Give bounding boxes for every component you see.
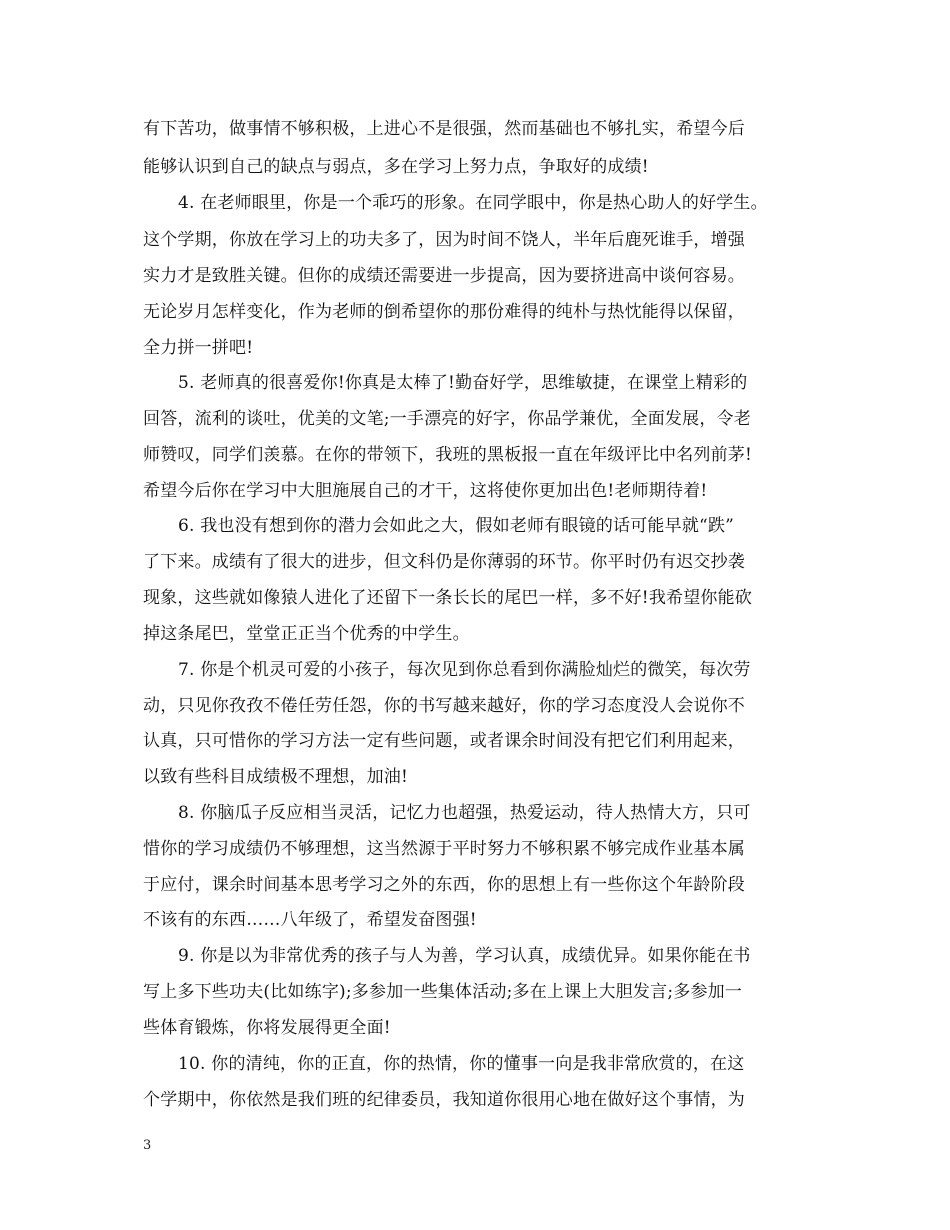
text-line: 师赞叹，同学们羡慕。在你的带领下，我班的黑板报一直在年级评比中名列前茅!: [143, 445, 753, 465]
paragraph-9-first-line: 9. 你是以为非常优秀的孩子与人为善，学习认真，成绩优异。如果你能在书: [178, 946, 751, 966]
text-line: 不该有的东西……八年级了，希望发奋图强!: [143, 910, 477, 930]
text-line: 现象，这些就如像猿人进化了还留下一条长长的尾巴一样，多不好!我希望你能砍: [143, 588, 753, 608]
text-line: 于应付，课余时间基本思考学习之外的东西，你的思想上有一些你这个年龄阶段: [143, 875, 745, 895]
text-line: 些体育锻炼，你将发展得更全面!: [143, 1018, 391, 1038]
page-number: 3: [143, 1138, 152, 1153]
text-line: 写上多下些功夫(比如练字);多参加一些集体活动;多在上课上大胆发言;多参加一: [143, 982, 743, 1002]
text-line: 能够认识到自己的缺点与弱点，多在学习上努力点，争取好的成绩!: [143, 157, 649, 177]
text-line: 有下苦功，做事情不够积极，上进心不是很强，然而基础也不够扎实，希望今后: [143, 119, 745, 139]
text-line: 希望今后你在学习中大胆施展自己的才干，这将使你更加出色!老师期待着!: [143, 481, 708, 501]
text-line: 认真，只可惜你的学习方法一定有些问题，或者课余时间没有把它们利用起来，: [143, 731, 745, 751]
text-line: 掉这条尾巴，堂堂正正当个优秀的中学生。: [143, 624, 470, 644]
paragraph-6-first-line: 6. 我也没有想到你的潜力会如此之大，假如老师有眼镜的话可能早就“跌”: [178, 516, 735, 536]
text-line: 实力才是致胜关键。但你的成绩还需要进一步提高，因为要挤进高中谈何容易。: [143, 266, 745, 286]
text-line: 无论岁月怎样变化，作为老师的倒希望你的那份难得的纯朴与热忱能得以保留，: [143, 302, 745, 322]
paragraph-8-first-line: 8. 你脑瓜子反应相当灵活，记忆力也超强，热爱运动，待人热情大方，只可: [178, 803, 751, 823]
text-line: 了下来。成绩有了很大的进步，但文科仍是你薄弱的环节。你平时仍有迟交抄袭: [143, 552, 745, 572]
text-line: 惜你的学习成绩仍不够理想，这当然源于平时努力不够积累不够完成作业基本属: [143, 839, 745, 859]
paragraph-5-first-line: 5. 老师真的很喜爱你!你真是太棒了!勤奋好学，思维敏捷，在课堂上精彩的: [178, 373, 748, 393]
text-line: 动，只见你孜孜不倦任劳任怨，你的书写越来越好，你的学习态度没人会说你不: [143, 696, 745, 716]
text-line: 全力拼一拼吧!: [143, 338, 254, 358]
text-line: 这个学期，你放在学习上的功夫多了，因为时间不饶人，半年后鹿死谁手，增强: [143, 230, 745, 250]
text-line: 回答，流利的谈吐，优美的文笔;一手漂亮的好字，你品学兼优，全面发展，令老: [143, 409, 751, 429]
paragraph-10-first-line: 10. 你的清纯，你的正直，你的热情，你的懂事一向是我非常欣赏的，在这: [178, 1054, 745, 1074]
text-line: 以致有些科目成绩极不理想，加油!: [143, 767, 409, 787]
paragraph-4-first-line: 4. 在老师眼里，你是一个乖巧的形象。在同学眼中，你是热心助人的好学生。: [178, 193, 768, 213]
text-line: 个学期中，你依然是我们班的纪律委员，我知道你很用心地在做好这个事情，为: [143, 1090, 745, 1110]
paragraph-7-first-line: 7. 你是个机灵可爱的小孩子，每次见到你总看到你满脸灿烂的微笑，每次劳: [178, 660, 751, 680]
